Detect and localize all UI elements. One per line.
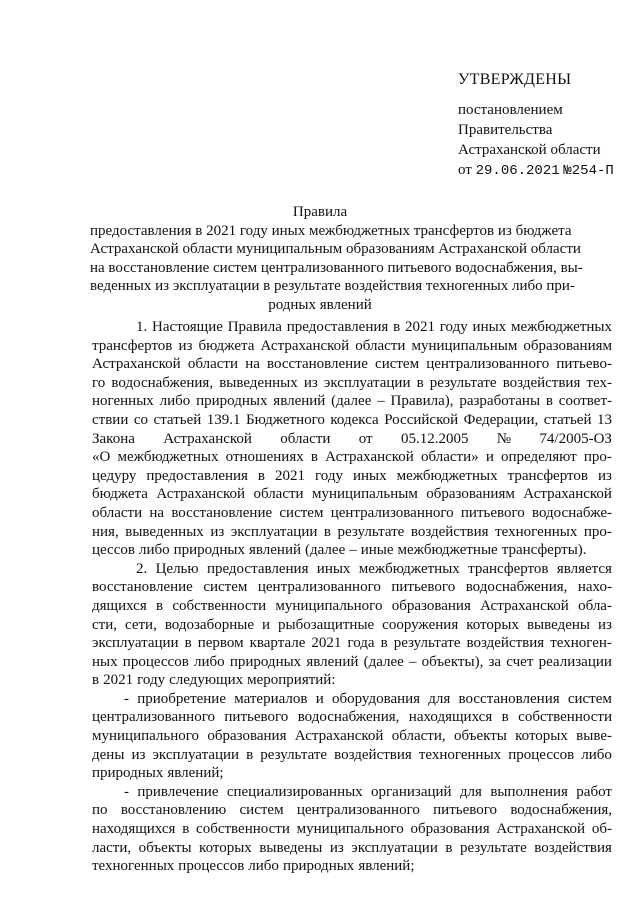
body-line [92,541,612,560]
body-word: (далее [363,653,404,670]
body-word: восстановления [458,690,560,707]
body-line [92,690,612,709]
body-word: из [597,467,612,484]
body-word: которых [199,839,252,856]
body-word: 2. [136,560,148,577]
body-line [92,318,612,337]
body-word: цедуру [92,467,137,484]
body-line [92,857,612,876]
body-word: Закона [92,430,135,447]
body-word: сети, [124,616,157,633]
approval-line-4 [458,160,628,181]
body-word: природных [173,542,245,559]
body-word: из [597,616,612,633]
body-word: «О [92,449,111,466]
body-word: – [408,653,417,670]
body-word: области [92,504,143,521]
body-word: иных [316,560,351,577]
body-word: систем [279,504,324,521]
body-word: централизованного [257,579,381,596]
body-word: централизованного [296,802,420,819]
body-word: образованиям [426,486,515,503]
body-word: из [131,746,146,763]
body-word: кодекса [330,411,379,428]
body-word: и [315,690,324,707]
body-word: либо [581,746,612,763]
body-word: питьевого [391,579,456,596]
body-line [92,523,612,542]
body-word: выве- [576,728,612,745]
body-word: сти, [92,616,117,633]
body-word: для [459,783,482,800]
body-word: результате [459,839,527,856]
body-word: про- [583,523,612,540]
body-word: систем [567,690,612,707]
body-line [92,839,612,858]
body-line [92,727,612,746]
body-word: Правила), [390,393,454,410]
body-word: Астраханской [156,486,246,503]
body-word: явлений [273,393,326,410]
body-word: восстановлению [120,802,227,819]
body-line [92,708,612,727]
body-line [92,634,612,653]
body-word: образования [410,821,490,838]
body-word: выведенных [125,523,204,540]
body-word: муниципального [92,728,200,745]
approval-date: 29.06.2021 [475,163,560,179]
body-word: области» [421,449,479,466]
body-word: техноген- [550,635,612,652]
body-word: 2021 [404,319,435,335]
body-word: отношениях [225,449,304,466]
body-word: межбюджетных [510,319,612,335]
body-word: области, [391,728,446,745]
body-line [92,448,612,467]
body-word: которых [466,616,519,633]
body-word: иные [360,542,394,559]
body-word: питьевого [224,709,289,726]
body-word: межбюджетные [397,542,498,559]
body-word: природных [196,393,268,410]
body-word: Астраханской [92,356,181,373]
body-word: техногенных [418,746,502,763]
body-word: трансферты). [501,542,587,559]
body-word: 2021 [311,635,342,652]
body-word: 74/2005-ОЗ [539,430,612,447]
body-word: области [187,356,239,373]
body-word: - [124,690,129,707]
body-word: собственности [172,597,267,614]
body-word: выведены [259,839,323,856]
body-word: 05.12.2005 [400,430,469,447]
body-word: либо [138,542,170,559]
body-line [92,374,612,393]
body-word: выведенных [219,374,298,391]
body-line [92,578,612,597]
body-word: централизованного [92,709,215,726]
body-word: Настоящие [152,319,223,335]
body-word: воздействия [466,635,545,652]
body-word: явлений [306,653,359,670]
body-word: эксплуатации [323,374,411,391]
body-word: в [501,709,509,726]
body-word: Бюджетного [246,411,325,428]
body-word: воздействия [410,523,489,540]
body-word: в [545,393,553,410]
body-word: году [137,672,166,689]
body-word: питьевого [460,504,525,521]
body-word: области [355,337,406,354]
body-word: водоснабжения, [297,709,400,726]
body-word: природных [282,858,355,875]
body-word: результате [260,746,328,763]
body-word: природных [229,653,302,670]
body-word: для [428,690,451,707]
body-word: собственности [518,709,612,726]
body-word: привлечение [137,783,219,800]
body-word: питьево- [556,356,612,373]
body-word: выполнения [490,783,568,800]
body-word: в [445,839,453,856]
approval-heading: УТВЕРЖДЕНЫ [458,71,572,88]
body-word: 13 [596,411,612,428]
body-word: от [358,430,373,447]
body-word: первом [197,635,244,652]
body-word: Астраханской [523,486,612,503]
body-word: Астраханской [480,597,569,614]
body-word: собственности [196,821,290,838]
body-word: иных [352,467,387,484]
body-line [92,411,612,430]
body-word: и [261,616,270,633]
body-word: водоснабжения, [465,579,568,596]
body-word: централизованного [330,504,454,521]
title-line: Астраханской области муниципальным образованиям Астраханской области [90,241,581,258]
title-line: предоставления в 2021 году иных межбюджетных трансфертов из бюджета [90,222,572,239]
body-word: либо [159,393,191,410]
document-title [90,203,583,315]
approval-date-prefix: от [458,162,472,178]
body-word: муниципальным [411,337,518,354]
body-word: области [280,430,331,447]
body-line [92,485,612,504]
body-word: в [182,821,190,838]
body-word: за [488,653,502,670]
body-word: процессов [508,746,575,763]
body-word: является [556,560,612,577]
body-word: из [210,523,225,540]
body-word: воздействия [334,746,412,763]
body-word: объекты [453,728,507,745]
body-word: оборудования [331,690,421,707]
body-word: объекты [138,839,192,856]
body-word: работ [576,783,612,800]
body-word: в [323,523,332,540]
body-word: централизованного [426,356,550,373]
body-word: ласти, [92,839,132,856]
body-line [92,616,612,635]
body-word: мероприятий: [247,672,336,689]
body-word: в [155,597,164,614]
body-word: трансфертов [468,560,549,577]
body-word: результате [393,635,461,652]
body-word: со [133,411,149,428]
body-word: межбюджетных [117,449,219,466]
approval-block [458,70,628,181]
body-line [92,560,612,579]
body-word: воздействия [534,839,612,856]
body-word: либо [193,653,225,670]
title-line: на восстановление систем централизованного питьевого водоснабжения, вы- [90,259,583,276]
body-word: явлений; [167,765,224,782]
body-line [92,746,612,765]
body-word: муниципального [296,821,404,838]
body-line [92,801,612,820]
body-word: муниципального [275,597,383,614]
body-word: питьевого [433,802,498,819]
approval-line-3: Астраханской области [458,142,601,158]
body-word: обла- [578,597,612,614]
body-word: явлений [249,542,302,559]
approval-number: №254-П [563,163,614,179]
body-word: в [246,746,254,763]
body-word: объекты), [421,653,484,670]
body-word: систем [375,356,420,373]
body-word: году [439,319,468,335]
body-word: трансфертов [92,337,173,354]
body-word: воздействия [502,374,581,391]
body-word: эксплуатации [152,746,240,763]
body-word: ногенных [92,393,154,410]
body-word: водоснабжения, [510,802,612,819]
body-word: из [178,337,193,354]
body-word: области [253,486,304,503]
body-word: бюджета [92,486,148,503]
body-line [92,337,612,356]
body-word: ствии [92,411,129,428]
body-word: эксплуатации [351,839,438,856]
body-word: следующих [169,672,244,689]
body-word: водоснабжения, [111,374,214,391]
body-word: предоставления [206,560,309,577]
body-line [92,597,612,616]
body-word: 139.1 [206,411,241,428]
body-word: в [416,374,424,391]
body-word: природных [92,765,164,782]
body-word: – [377,393,385,410]
body-word: нахо- [577,579,612,596]
title-heading: Правила [292,204,348,220]
body-word: цессов [92,542,135,559]
body-word: определяют [501,449,577,466]
body-line [92,355,612,374]
body-word: систем [203,579,248,596]
body-word: приобретение [137,690,226,707]
body-word: образования [391,597,471,614]
body-word: предоставления [286,319,389,335]
body-line [92,504,612,523]
body-word: восстановление [92,579,193,596]
body-word: и [485,449,494,466]
body-word: статьей [153,411,202,428]
body-line [92,392,612,411]
body-word: 2021 [275,467,305,484]
body-word: счет [506,653,534,670]
body-word: Астраханской [294,728,384,745]
body-word: образования [207,728,287,745]
body-word: межбюджетных [358,560,460,577]
body-word: - [124,783,129,800]
body-word: в [257,467,266,484]
body-line [92,430,612,449]
body-word: техногенных [495,523,578,540]
body-word: эксплуатации [230,523,318,540]
body-word: систем [239,802,284,819]
body-word: в [184,635,192,652]
body-word: об- [591,821,612,838]
body-word: находящихся [92,821,176,838]
body-word: в [310,449,318,466]
body-word: Астраханской [496,821,586,838]
body-word: го [92,374,106,391]
body-word: про- [583,449,612,466]
body-word: дящихся [92,597,147,614]
body-word: результате [429,374,497,391]
body-word: муниципальным [311,486,418,503]
body-word: Российской [384,411,459,428]
body-word: материалов [234,690,308,707]
body-line [92,764,612,783]
body-word: находящихся [408,709,493,726]
body-word: организаций [371,783,452,800]
body-word: техногенных [92,858,175,875]
body-word: ния, [92,523,119,540]
body-word: бюджета [198,337,255,354]
body-word: процессов [178,858,245,875]
body-word: межбюджетных [396,467,498,484]
body-word: трансфертов [507,467,588,484]
body-word: предоставления [146,467,248,484]
body-word: Федерации, [463,411,539,428]
body-word: из [329,839,344,856]
body-word: разработаны [459,393,541,410]
body-word: дены [92,746,125,763]
body-word: образованиям [523,337,612,354]
body-word: рыбозащитные [277,616,375,633]
body-word: соответ- [558,393,612,410]
body-line [92,467,612,486]
body-word: либо [248,858,279,875]
body-word: года [347,635,375,652]
body-word: которых [515,728,568,745]
body-word: водоснабже- [532,504,612,521]
body-word: водозаборные [164,616,254,633]
body-line [92,671,612,690]
body-word: – [349,542,357,559]
body-word: сооружения [382,616,459,633]
body-word: 2021 [103,672,134,689]
approval-line-1: постановлением [458,102,563,118]
body-word: специализированных [226,783,363,800]
body-word: (далее [331,393,372,410]
body-word: на [245,356,260,373]
body-word: из [303,374,318,391]
body-word: Целью [155,560,199,577]
body-word: статьей [543,411,592,428]
body-word: № [496,430,512,447]
body-word: реализации [538,653,612,670]
approval-line-2: Правительства [458,122,553,138]
document-body [92,318,612,876]
body-line [92,783,612,802]
body-word: 1. [136,319,148,335]
body-word: Астраханской [260,337,350,354]
title-line: веденных из эксплуатации в результате воздействия техногенных либо при- [90,278,575,295]
body-line [92,820,612,839]
body-word: восстановление [171,504,273,521]
body-word: результате [337,523,405,540]
body-word: (далее [305,542,346,559]
body-word: выведены [526,616,590,633]
body-word: Астраханской [325,449,414,466]
body-word: по [92,802,108,819]
body-word: квартале [249,635,306,652]
body-word: в [92,672,100,689]
body-word: на [149,504,165,521]
body-word: процессов [122,653,189,670]
body-word: в [380,635,388,652]
body-word: тех- [586,374,612,391]
body-word: восстановление [267,356,368,373]
title-line: родных явлений [268,296,372,313]
body-word: Правила [227,319,282,335]
body-word: году [314,467,343,484]
body-word: явлений; [358,858,415,875]
body-line [92,653,612,672]
body-word: иных [472,319,507,335]
body-word: эксплуатации [92,635,179,652]
body-word: ных [92,653,118,670]
body-word: в [393,319,401,335]
body-word: Астраханской [163,430,252,447]
